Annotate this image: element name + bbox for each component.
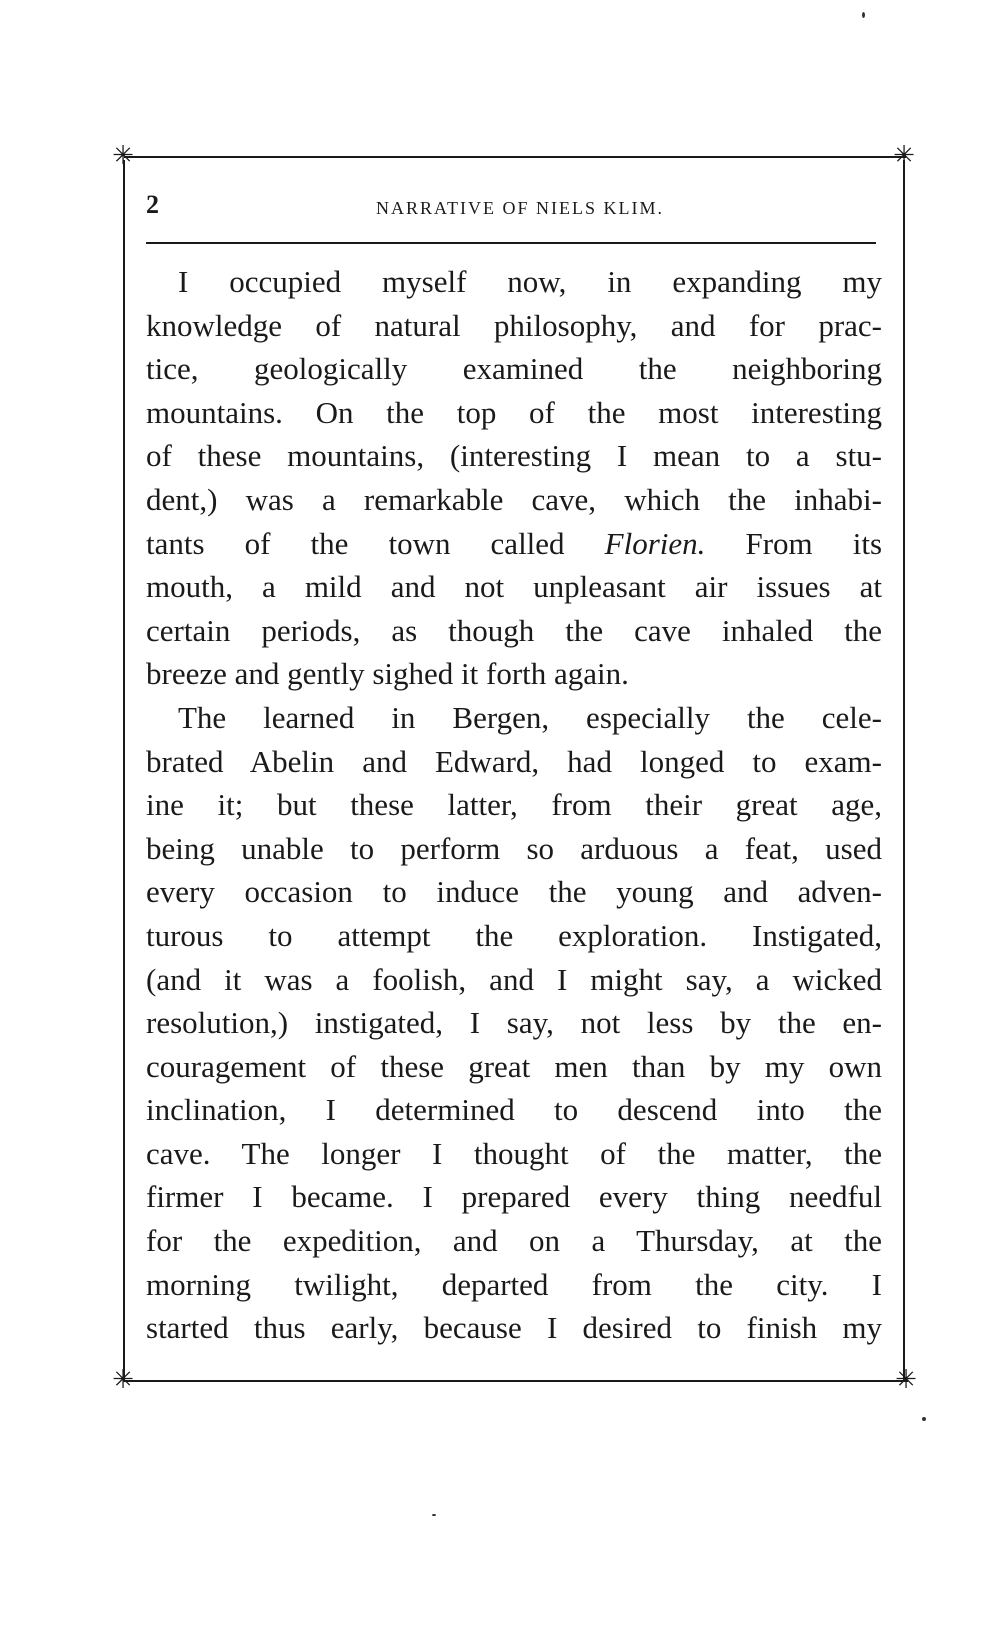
text-line: turous to attempt the exploration. Instigated, bbox=[146, 917, 882, 953]
text-line: resolution,) instigated, I say, not less by the en- bbox=[146, 1005, 882, 1041]
text-line: inclination, I determined to descend into the bbox=[146, 1092, 882, 1128]
header-rule bbox=[146, 242, 876, 244]
body-text bbox=[146, 260, 882, 1350]
top-border-rule bbox=[124, 156, 906, 158]
bottom-left-star-icon: ✳ bbox=[112, 1365, 134, 1395]
text-line: knowledge of natural philosophy, and for prac- bbox=[146, 307, 882, 343]
text-line: breeze and gently sighed it forth again. bbox=[146, 656, 629, 692]
text-line: every occasion to induce the young and adven- bbox=[146, 874, 882, 910]
text-segment: From its bbox=[705, 525, 883, 561]
bottom-border-rule bbox=[124, 1380, 908, 1382]
text-line: tice, geologically examined the neighboring bbox=[146, 351, 882, 387]
text-line: dent,) was a remarkable cave, which the inhabi- bbox=[146, 481, 882, 517]
italic-place-name: Florien. bbox=[604, 525, 706, 561]
paper-speck bbox=[432, 1514, 436, 1516]
text-line: mouth, a mild and not unpleasant air issues at bbox=[146, 569, 882, 605]
page-number: 2 bbox=[146, 190, 159, 219]
left-border-rule bbox=[123, 160, 125, 1382]
text-line: brated Abelin and Edward, had longed to exam- bbox=[146, 743, 882, 779]
bottom-right-star-icon: ✳ bbox=[895, 1365, 917, 1395]
running-head-title: NARRATIVE OF NIELS KLIM. bbox=[376, 198, 664, 218]
paper-speck bbox=[922, 1417, 926, 1421]
right-border-rule bbox=[903, 160, 905, 1382]
text-line: started thus early, because I desired to finish my bbox=[146, 1310, 882, 1346]
text-line: (and it was a foolish, and I might say, a wicked bbox=[146, 961, 882, 997]
text-line: ine it; but these latter, from their great age, bbox=[146, 787, 882, 823]
text-line: certain periods, as though the cave inhaled the bbox=[146, 612, 882, 648]
text-line: morning twilight, departed from the city. I bbox=[146, 1266, 882, 1302]
text-line: for the expedition, and on a Thursday, at the bbox=[146, 1223, 882, 1259]
text-line: cave. The longer I thought of the matter, the bbox=[146, 1135, 882, 1171]
text-line: I occupied myself now, in expanding my bbox=[178, 264, 882, 299]
text-line: being unable to perform so arduous a feat, used bbox=[146, 830, 882, 866]
text-line: of these mountains, (interesting I mean to a stu- bbox=[146, 438, 882, 474]
text-line: firmer I became. I prepared every thing needful bbox=[146, 1179, 882, 1215]
text-segment: tants of the town called bbox=[146, 525, 605, 561]
top-left-star-icon: ✳ bbox=[112, 141, 134, 171]
text-line bbox=[146, 522, 882, 566]
paper-speck bbox=[862, 12, 865, 18]
text-line: mountains. On the top of the most interesting bbox=[146, 394, 882, 430]
top-right-star-icon: ✳ bbox=[893, 141, 915, 171]
text-line: The learned in Bergen, especially the cele- bbox=[178, 699, 882, 735]
text-line: couragement of these great men than by my own bbox=[146, 1048, 882, 1084]
